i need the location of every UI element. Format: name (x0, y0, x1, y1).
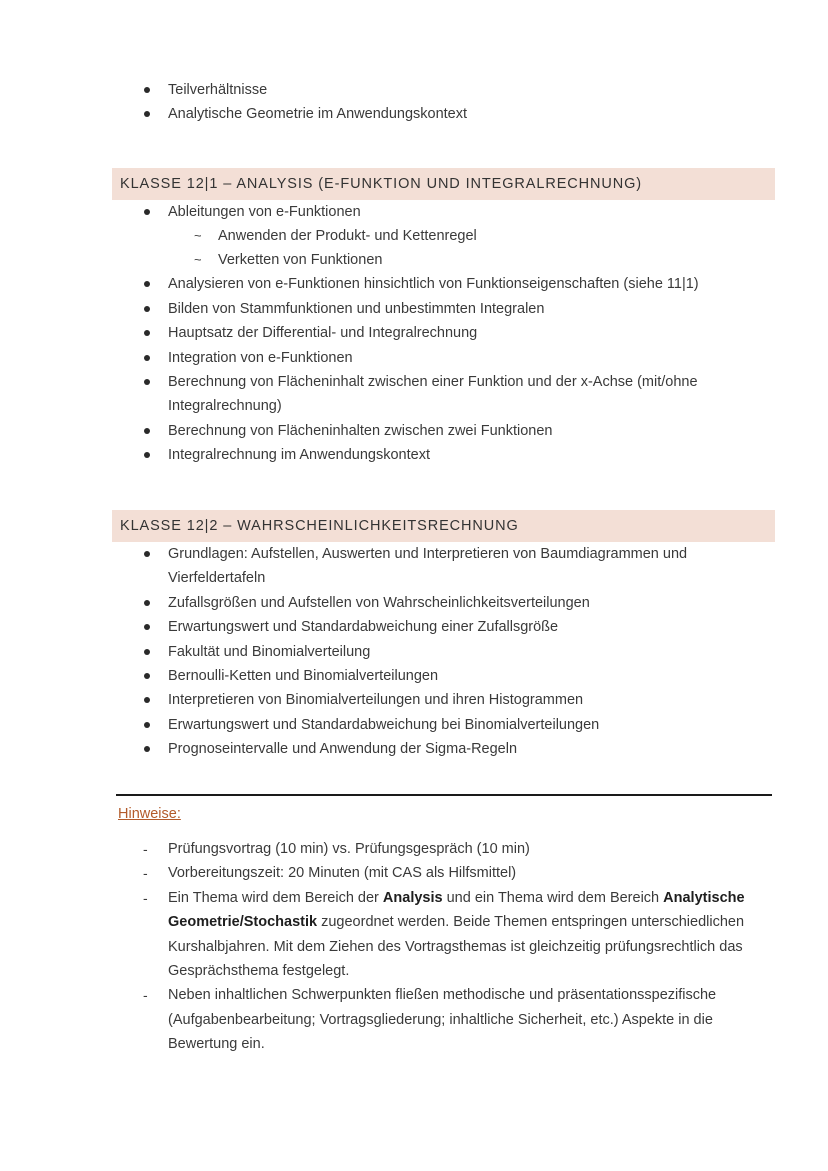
bullet-icon (144, 600, 150, 606)
bullet-icon (144, 379, 150, 385)
tilde-marker: ~ (194, 252, 202, 268)
list-item: - Neben inhaltlichen Schwerpunkten fließen methodische und präsentationsspezifische (Aufgabenbearbeitung; Vortragsgliederung; inhaltliche Sicherheit, etc.) Aspekte in die Bewertung ein. (0, 983, 828, 1056)
list-item: - Prüfungsvortrag (10 min) vs. Prüfungsgespräch (10 min) (0, 837, 828, 861)
list-item: Integralrechnung im Anwendungskontext (0, 443, 828, 467)
bullet-icon (144, 722, 150, 728)
list-item: Interpretieren von Binomialverteilungen und ihren Histogrammen (0, 688, 828, 712)
bullet-icon (144, 452, 150, 458)
dash-marker: - (143, 841, 148, 857)
bold-analysis: Analysis (382, 889, 443, 906)
bullet-icon (144, 624, 150, 630)
list-item: Bilden von Stammfunktionen und unbestimmten Integralen (0, 297, 828, 321)
bullet-icon (144, 355, 150, 361)
bullet-icon (144, 306, 150, 312)
section-12-2-list (0, 542, 828, 762)
list-item: Zufallsgrößen und Aufstellen von Wahrscheinlichkeitsverteilungen (0, 591, 828, 615)
dash-marker: - (143, 889, 148, 906)
bullet-icon (144, 746, 150, 752)
list-item: Integration von e-Funktionen (0, 346, 828, 370)
sub-list-item: ~ Anwenden der Produkt- und Kettenregel (0, 224, 828, 248)
section-header-12-1: KLASSE 12|1 – ANALYSIS (E-FUNKTION UND INTEGRALRECHNUNG) (112, 168, 775, 200)
bullet-icon (144, 111, 150, 117)
section-header-12-2: KLASSE 12|2 – WAHRSCHEINLICHKEITSRECHNUNG (112, 510, 775, 542)
list-item: Grundlagen: Aufstellen, Auswerten und Interpretieren von Baumdiagrammen und Vierfeldertafeln (0, 542, 828, 591)
dash-marker: - (143, 987, 148, 1004)
bullet-icon (144, 428, 150, 434)
bullet-icon (144, 87, 150, 93)
list-item: Fakultät und Binomialverteilung (0, 640, 828, 664)
top-list (0, 78, 828, 127)
list-item: Hauptsatz der Differential- und Integralrechnung (0, 321, 828, 345)
list-item: Analytische Geometrie im Anwendungskontext (0, 102, 828, 126)
bullet-icon (144, 330, 150, 336)
bullet-icon (144, 697, 150, 703)
hinweise-heading: Hinweise: (118, 806, 181, 822)
dash-marker: - (143, 865, 148, 882)
list-item: Teilverhältnisse (0, 78, 828, 102)
hinweise-list (0, 837, 828, 1057)
list-item: Analysieren von e-Funktionen hinsichtlich von Funktionseigenschaften (siehe 11|1) (0, 272, 828, 296)
list-item: Ableitungen von e-Funktionen (0, 200, 828, 224)
list-item: Erwartungswert und Standardabweichung einer Zufallsgröße (0, 615, 828, 639)
bullet-icon (144, 281, 150, 287)
bullet-icon (144, 551, 150, 557)
bold-geometrie-stochastik: Analytische Geometrie/Stochastik (168, 889, 745, 931)
list-item: Bernoulli-Ketten und Binomialverteilungen (0, 664, 828, 688)
bullet-icon (144, 649, 150, 655)
list-item: - Ein Thema wird dem Bereich der Analysis und ein Thema wird dem Bereich Analytische Geometrie/Stochastik zugeordnet werden. Beide Themen entspringen unterschiedlichen Kurshalbjahren. Mit dem Ziehen des Vortragsthemas ist gleichzeitig prüfungsrechtlich das Gesprächsthema festgelegt. (0, 886, 828, 984)
horizontal-divider (116, 794, 772, 796)
bullet-icon (144, 673, 150, 679)
list-item: Berechnung von Flächeninhalt zwischen einer Funktion und der x-Achse (mit/ohne Integralrechnung) (0, 370, 828, 419)
list-item: - Vorbereitungszeit: 20 Minuten (mit CAS als Hilfsmittel) (0, 861, 828, 885)
bullet-icon (144, 209, 150, 215)
list-item: Prognoseintervalle und Anwendung der Sigma-Regeln (0, 737, 828, 761)
list-item: Berechnung von Flächeninhalten zwischen zwei Funktionen (0, 419, 828, 443)
section-12-1-list (0, 200, 828, 468)
sub-list-item: ~ Verketten von Funktionen (0, 248, 828, 272)
tilde-marker: ~ (194, 228, 202, 244)
list-item: Erwartungswert und Standardabweichung bei Binomialverteilungen (0, 713, 828, 737)
